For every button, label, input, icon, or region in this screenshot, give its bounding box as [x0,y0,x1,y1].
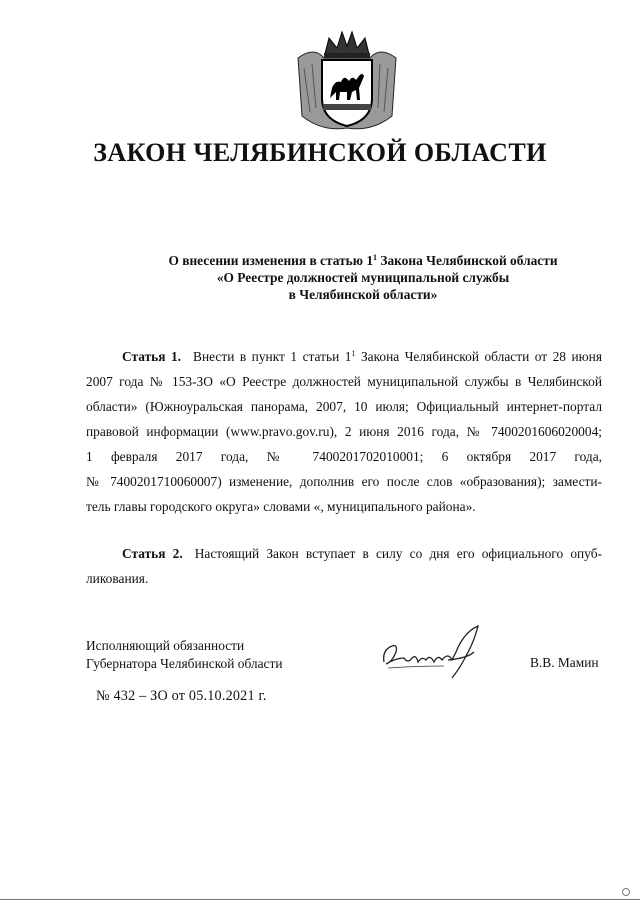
subtitle-line-2: «О Реестре должностей муниципальной службы [216,270,510,285]
article-1-label: Статья 1. [122,349,182,364]
article-2-line-2: ликования. [86,571,149,586]
signatory-role-line-2: Губернатора Челябинской области [86,656,283,671]
subtitle-line-1: О внесении изменения в статью $1^1$ Закона Челябинской области [168,253,558,268]
article-1-line-5: 1 февраля 2017 года, № 7400201702010001; 6 октября 2017 года, [86,449,602,464]
article-1-line-1: Статья 1. Внести в пункт 1 статьи $1^1$ Закона Челябинской области от 28 июня [122,349,602,364]
article-2-line-1: Статья 2. Настоящий Закон вступает в силу со дня его официального опуб- [122,546,602,561]
article-1-line-2: 2007 года № 153-ЗО «О Реестре должностей муниципальной службы в Челябинской [86,374,602,389]
law-number: № 432 – ЗО от 05.10.2021 г. [96,688,267,704]
article-1-line-6: № 7400201710060007) изменение, дополнив его после слов «образования); замести- [86,474,602,489]
article-1 [86,344,602,519]
law-subtitle [100,252,626,303]
article-2-label: Статья 2. [122,546,183,561]
subtitle-line-3: в Челябинской области» [288,287,438,302]
chelyabinsk-coat-of-arms-icon [292,28,402,132]
footer-rule [0,899,640,900]
signatory-role [86,637,283,673]
article-1-line-3: области» (Южноуральская панорама, 2007, 10 июля; Официальный интернет-портал [86,399,602,414]
article-1-line-4: правовой информации (www.pravo.gov.ru), 2 июня 2016 года, № 7400201606020004; [86,424,602,439]
handwritten-signature [378,622,498,682]
article-2 [86,541,602,591]
scan-mark [622,888,630,896]
signatory-role-line-1: Исполняющий обязанности [86,638,245,653]
law-title: ЗАКОН ЧЕЛЯБИНСКОЙ ОБЛАСТИ [93,138,547,167]
signer-name: В.В. Мамин [530,655,599,670]
article-1-line-7: тель главы городского округа» словами «, муниципального района». [86,499,476,514]
